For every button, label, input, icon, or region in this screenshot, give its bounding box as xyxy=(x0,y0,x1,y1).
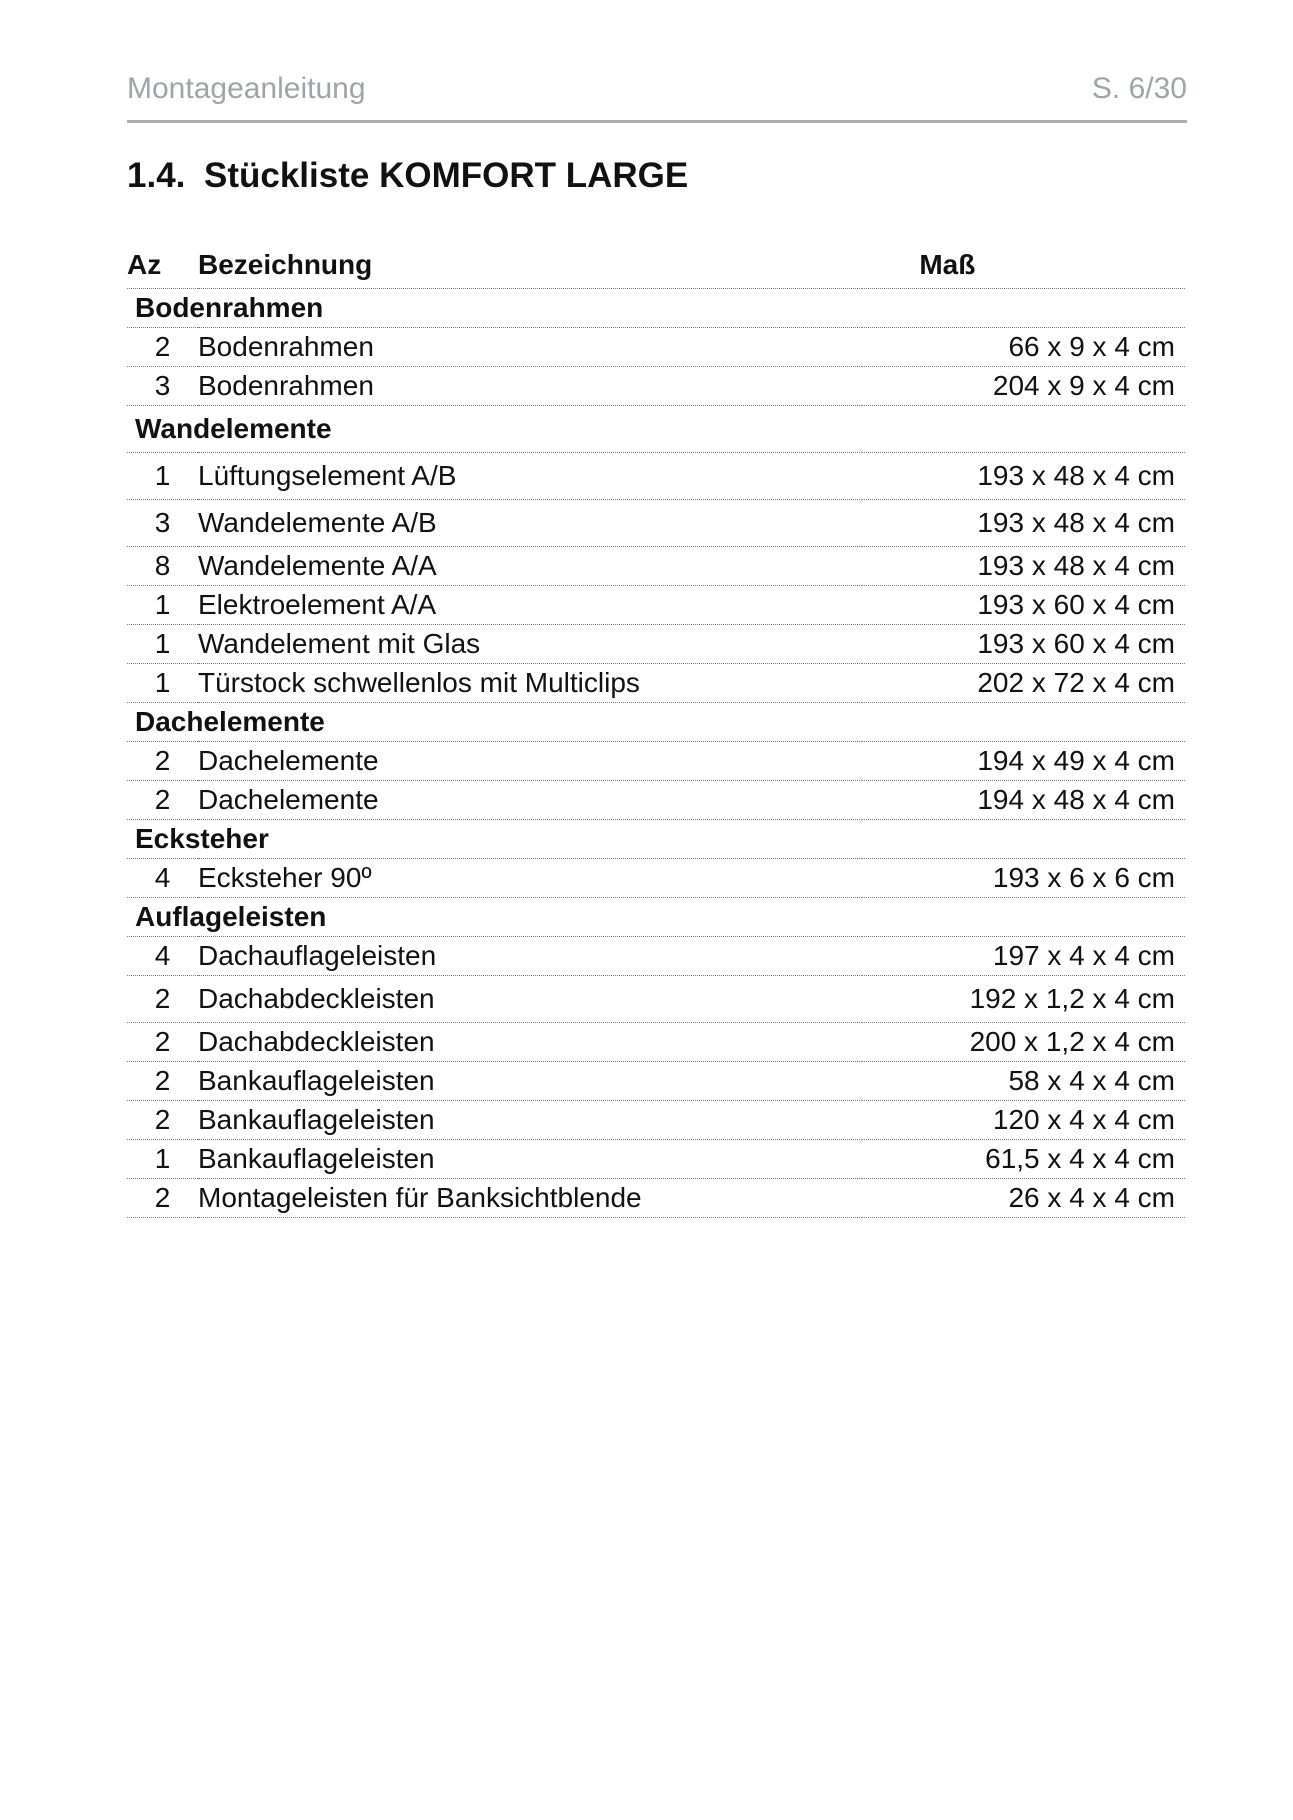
dimension-cell: 194 x 48 x 4 cm xyxy=(862,781,1185,820)
name-cell: Wandelemente A/B xyxy=(198,500,862,547)
name-cell: Lüftungselement A/B xyxy=(198,453,862,500)
quantity-cell: 2 xyxy=(127,781,198,820)
table-row xyxy=(127,625,1185,664)
name-cell: Bodenrahmen xyxy=(198,328,862,367)
dimension-cell: 193 x 48 x 4 cm xyxy=(862,500,1185,547)
table-row xyxy=(127,976,1185,1023)
parts-list-table xyxy=(127,242,1185,1218)
name-cell: Ecksteher 90º xyxy=(198,859,862,898)
column-header-name-label: Bezeichnung xyxy=(198,249,373,280)
group-row xyxy=(127,820,1185,859)
dimension-cell: 192 x 1,2 x 4 cm xyxy=(862,976,1185,1023)
quantity-cell: 2 xyxy=(127,1023,198,1062)
name-cell: Wandelemente A/A xyxy=(198,547,862,586)
quantity-cell: 2 xyxy=(127,1062,198,1101)
dimension-cell: 193 x 48 x 4 cm xyxy=(862,453,1185,500)
name-cell: Dachelemente xyxy=(198,781,862,820)
dimension-cell: 194 x 49 x 4 cm xyxy=(862,742,1185,781)
table-row xyxy=(127,586,1185,625)
group-row xyxy=(127,898,1185,937)
dimension-cell: 26 x 4 x 4 cm xyxy=(862,1179,1185,1218)
column-header-dim-label: Maß xyxy=(919,249,976,280)
quantity-cell: 2 xyxy=(127,742,198,781)
quantity-cell: 4 xyxy=(127,937,198,976)
page-number: S. 6/30 xyxy=(1091,72,1187,105)
name-cell: Bodenrahmen xyxy=(198,367,862,406)
page-header xyxy=(127,70,1187,123)
table-row xyxy=(127,500,1185,547)
table-row xyxy=(127,328,1185,367)
quantity-cell: 3 xyxy=(127,367,198,406)
dimension-cell: 197 x 4 x 4 cm xyxy=(862,937,1185,976)
dimension-cell: 204 x 9 x 4 cm xyxy=(862,367,1185,406)
dimension-cell: 58 x 4 x 4 cm xyxy=(862,1062,1185,1101)
name-cell: Dachelemente xyxy=(198,742,862,781)
quantity-cell: 1 xyxy=(127,1140,198,1179)
quantity-cell: 1 xyxy=(127,453,198,500)
name-cell: Dachabdeckleisten xyxy=(198,1023,862,1062)
dimension-cell: 193 x 60 x 4 cm xyxy=(862,586,1185,625)
column-header-name xyxy=(198,242,862,289)
section-title xyxy=(127,156,688,196)
table-row xyxy=(127,453,1185,500)
dimension-cell: 193 x 6 x 6 cm xyxy=(862,859,1185,898)
table-row xyxy=(127,1023,1185,1062)
quantity-cell: 8 xyxy=(127,547,198,586)
dimension-cell: 193 x 60 x 4 cm xyxy=(862,625,1185,664)
quantity-cell: 1 xyxy=(127,586,198,625)
parts-list-body xyxy=(127,289,1185,1218)
table-row xyxy=(127,1101,1185,1140)
table-row xyxy=(127,1062,1185,1101)
group-label: Wandelemente xyxy=(127,406,1185,453)
name-cell: Dachauflageleisten xyxy=(198,937,862,976)
column-header-az: Az xyxy=(127,242,198,289)
table-row xyxy=(127,742,1185,781)
quantity-cell: 2 xyxy=(127,1179,198,1218)
column-header-dim xyxy=(862,242,1185,289)
name-cell: Wandelement mit Glas xyxy=(198,625,862,664)
table-row xyxy=(127,547,1185,586)
quantity-cell: 3 xyxy=(127,500,198,547)
dimension-cell: 66 x 9 x 4 cm xyxy=(862,328,1185,367)
name-cell: Bankauflageleisten xyxy=(198,1062,862,1101)
table-row xyxy=(127,937,1185,976)
group-label: Bodenrahmen xyxy=(127,289,1185,328)
group-label: Auflageleisten xyxy=(127,898,1185,937)
group-label: Ecksteher xyxy=(127,820,1185,859)
quantity-cell: 4 xyxy=(127,859,198,898)
table-row xyxy=(127,664,1185,703)
name-cell: Bankauflageleisten xyxy=(198,1140,862,1179)
dimension-cell: 61,5 x 4 x 4 cm xyxy=(862,1140,1185,1179)
quantity-cell: 2 xyxy=(127,328,198,367)
name-cell: Elektroelement A/A xyxy=(198,586,862,625)
dimension-cell: 202 x 72 x 4 cm xyxy=(862,664,1185,703)
group-row xyxy=(127,703,1185,742)
section-title-text: Stückliste KOMFORT LARGE xyxy=(204,156,689,195)
quantity-cell: 2 xyxy=(127,1101,198,1140)
table-header-row xyxy=(127,242,1185,289)
dimension-cell: 193 x 48 x 4 cm xyxy=(862,547,1185,586)
table-row xyxy=(127,859,1185,898)
group-row xyxy=(127,289,1185,328)
group-row xyxy=(127,406,1185,453)
group-label: Dachelemente xyxy=(127,703,1185,742)
table-row xyxy=(127,1179,1185,1218)
dimension-cell: 200 x 1,2 x 4 cm xyxy=(862,1023,1185,1062)
name-cell: Dachabdeckleisten xyxy=(198,976,862,1023)
name-cell: Montageleisten für Banksichtblende xyxy=(198,1179,862,1218)
name-cell: Türstock schwellenlos mit Multiclips xyxy=(198,664,862,703)
table-row xyxy=(127,1140,1185,1179)
quantity-cell: 2 xyxy=(127,976,198,1023)
section-number: 1.4. xyxy=(127,156,186,195)
table-row xyxy=(127,367,1185,406)
dimension-cell: 120 x 4 x 4 cm xyxy=(862,1101,1185,1140)
quantity-cell: 1 xyxy=(127,625,198,664)
name-cell: Bankauflageleisten xyxy=(198,1101,862,1140)
table-row xyxy=(127,781,1185,820)
quantity-cell: 1 xyxy=(127,664,198,703)
document-title: Montageanleitung xyxy=(127,72,366,105)
